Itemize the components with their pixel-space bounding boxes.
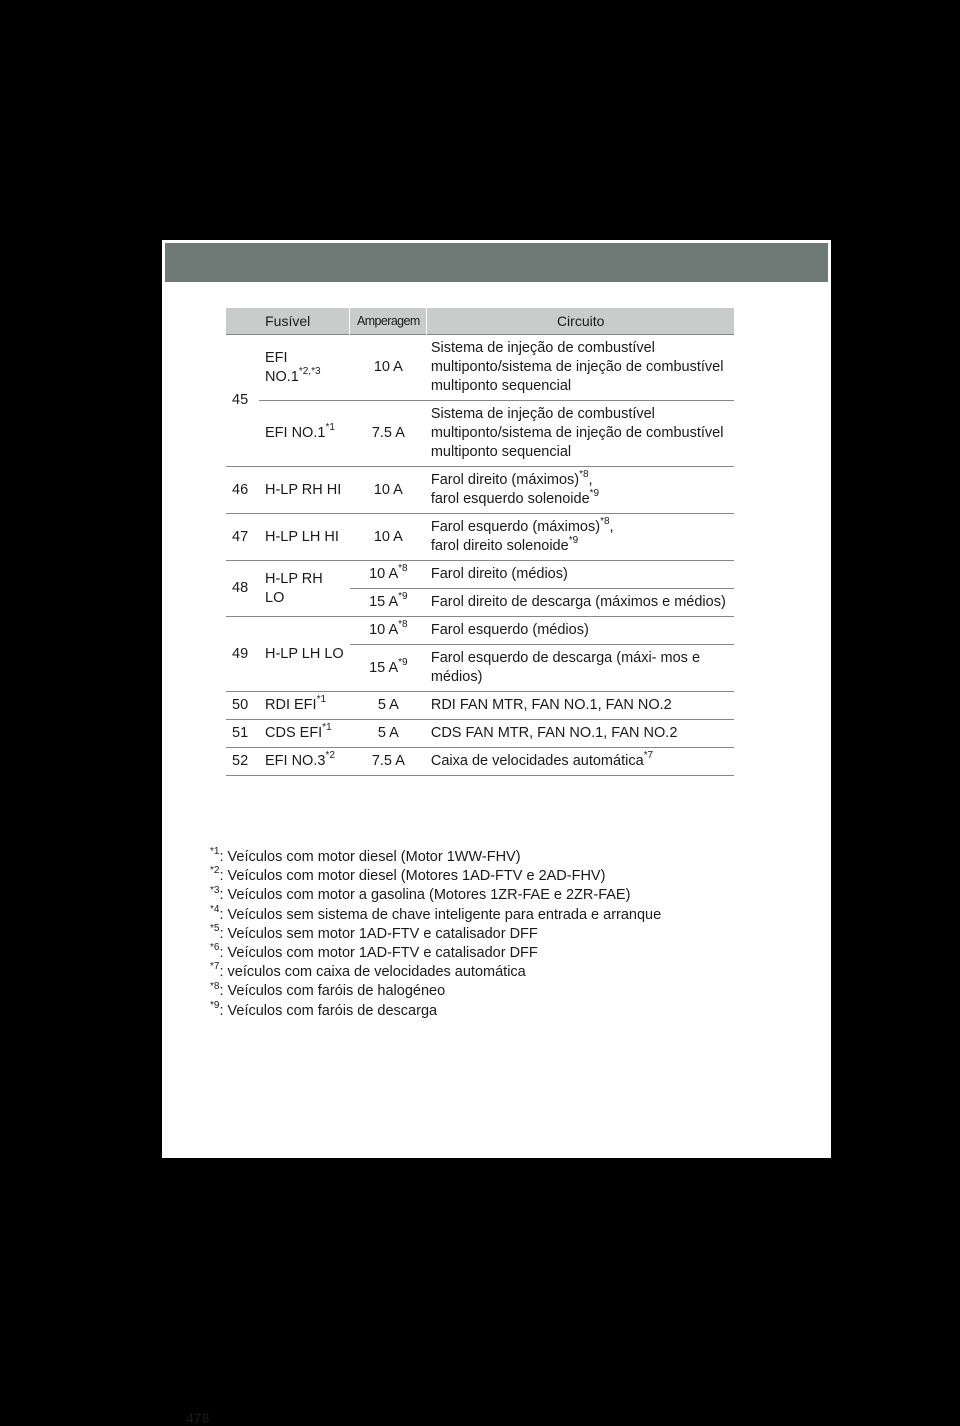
fuse-circuit: Farol esquerdo (médios) (427, 617, 734, 645)
footnote-item: $^{*6}$: Veículos com motor 1AD-FTV e catalisador DFF (210, 942, 538, 962)
fuse-name: CDS EFI$^{*1}$ (259, 720, 350, 748)
fuse-amperage: 10 $A^{*8}$ (350, 617, 427, 645)
fuse-name: H-LP RH HI (259, 467, 350, 514)
fuse-circuit: RDI FAN MTR, FAN NO.1, FAN NO.2 (427, 692, 734, 720)
fuse-amperage: 15 $A^{*9}$ (350, 589, 427, 617)
footnote-item: $^{*1}$: Veículos com motor diesel (Motor 1WW-FHV) (210, 846, 521, 865)
footnote-item: $^{*4}$: Veículos sem sistema de chave inteligente para entrada e arranque (210, 903, 662, 923)
fuse-circuit: Caixa de velocidades automática$^{*7}$ (427, 748, 734, 776)
fuse-number: 46 (226, 467, 259, 514)
fuse-name: RDI EFI$^{*1}$ (259, 692, 350, 720)
fuse-circuit: CDS FAN MTR, FAN NO.1, FAN NO.2 (427, 720, 734, 748)
fuse-amperage: 7.5 A (350, 401, 427, 467)
fuse-amperage: 5 A (350, 720, 427, 748)
section-header-bar (165, 243, 828, 282)
footnotes (210, 848, 770, 1021)
fuse-circuit: Farol esquerdo (máximos)$^{*8}$, farol direito solenoide$^{*9}$ (427, 514, 734, 561)
header-fuse: Fusível (226, 308, 350, 335)
fuse-amperage: 5 A (350, 692, 427, 720)
fuse-amperage: 10 A (350, 467, 427, 514)
fuse-number: 51 (226, 720, 259, 748)
fuse-number: 49 (226, 617, 259, 692)
fuse-amperage: 7.5 A (350, 748, 427, 776)
fuse-number: 50 (226, 692, 259, 720)
fuse-name: EFI NO.3$^{*2}$ (259, 748, 350, 776)
table-row (226, 561, 734, 589)
fuse-name: H-LP LH LO (259, 617, 350, 692)
table-row (226, 335, 734, 401)
fuse-circuit: Farol esquerdo de descarga (máxi- mos e médios) (427, 645, 734, 692)
footnote-ref: *2,*3 (298, 365, 321, 377)
footnote-item: $^{*7}$: veículos com caixa de velocidades automática (210, 961, 526, 981)
fuse-number: 48 (226, 561, 259, 617)
table-header-row (226, 308, 734, 335)
fuse-table (226, 308, 734, 776)
fuse-circuit: Farol direito de descarga (máximos e médios) (427, 589, 734, 617)
manual-page (162, 240, 831, 1426)
fuse-circuit: Sistema de injeção de combustível multiponto/sistema de injeção de combustível multiponto sequencial (427, 401, 734, 467)
footnote-ref: *1 (325, 422, 335, 434)
fuse-amperage: 10 A (350, 335, 427, 401)
fuse-name: EFI NO.1$^{*1}$ (259, 401, 350, 467)
fuse-amperage: 10 A (350, 514, 427, 561)
table-row (226, 692, 734, 720)
footnote-item: $^{*2}$: Veículos com motor diesel (Motores 1AD-FTV e 2AD-FHV) (210, 865, 606, 885)
footnote-item: $^{*3}$: Veículos com motor a gasolina (Motores 1ZR-FAE e 2ZR-FAE) (210, 884, 631, 904)
header-amperage: Amperagem (350, 308, 427, 335)
fuse-number: 52 (226, 748, 259, 776)
page-number: 478 (186, 1410, 210, 1426)
footnote-item: $^{*8}$: Veículos com faróis de halogéneo (210, 980, 446, 1000)
fuse-number: 47 (226, 514, 259, 561)
header-circuit: Circuito (427, 308, 734, 335)
table-row (226, 514, 734, 561)
footnote-item: $^{*9}$: Veículos com faróis de descarga (210, 999, 438, 1019)
fuse-name: H-LP LH HI (259, 514, 350, 561)
table-row (226, 748, 734, 776)
fuse-number: 45 (226, 335, 259, 467)
fuse-circuit: Sistema de injeção de combustível multiponto/sistema de injeção de combustível multiponto sequencial (427, 335, 734, 401)
fuse-name: H-LP RH LO (259, 561, 350, 617)
table-row (226, 720, 734, 748)
table-row (226, 401, 734, 467)
table-row (226, 617, 734, 645)
fuse-name: EFI $NO.1^{*2,*3}$ (259, 335, 350, 401)
fuse-circuit: Farol direito (máximos)$^{*8}$, farol esquerdo solenoide$^{*9}$ (427, 467, 734, 514)
fuse-circuit: Farol direito (médios) (427, 561, 734, 589)
footnote-item: $^{*5}$: Veículos sem motor 1AD-FTV e catalisador DFF (210, 922, 538, 942)
table-row (226, 467, 734, 514)
fuse-amperage: 15 $A^{*9}$ (350, 645, 427, 692)
fuse-amperage: 10 $A^{*8}$ (350, 561, 427, 589)
